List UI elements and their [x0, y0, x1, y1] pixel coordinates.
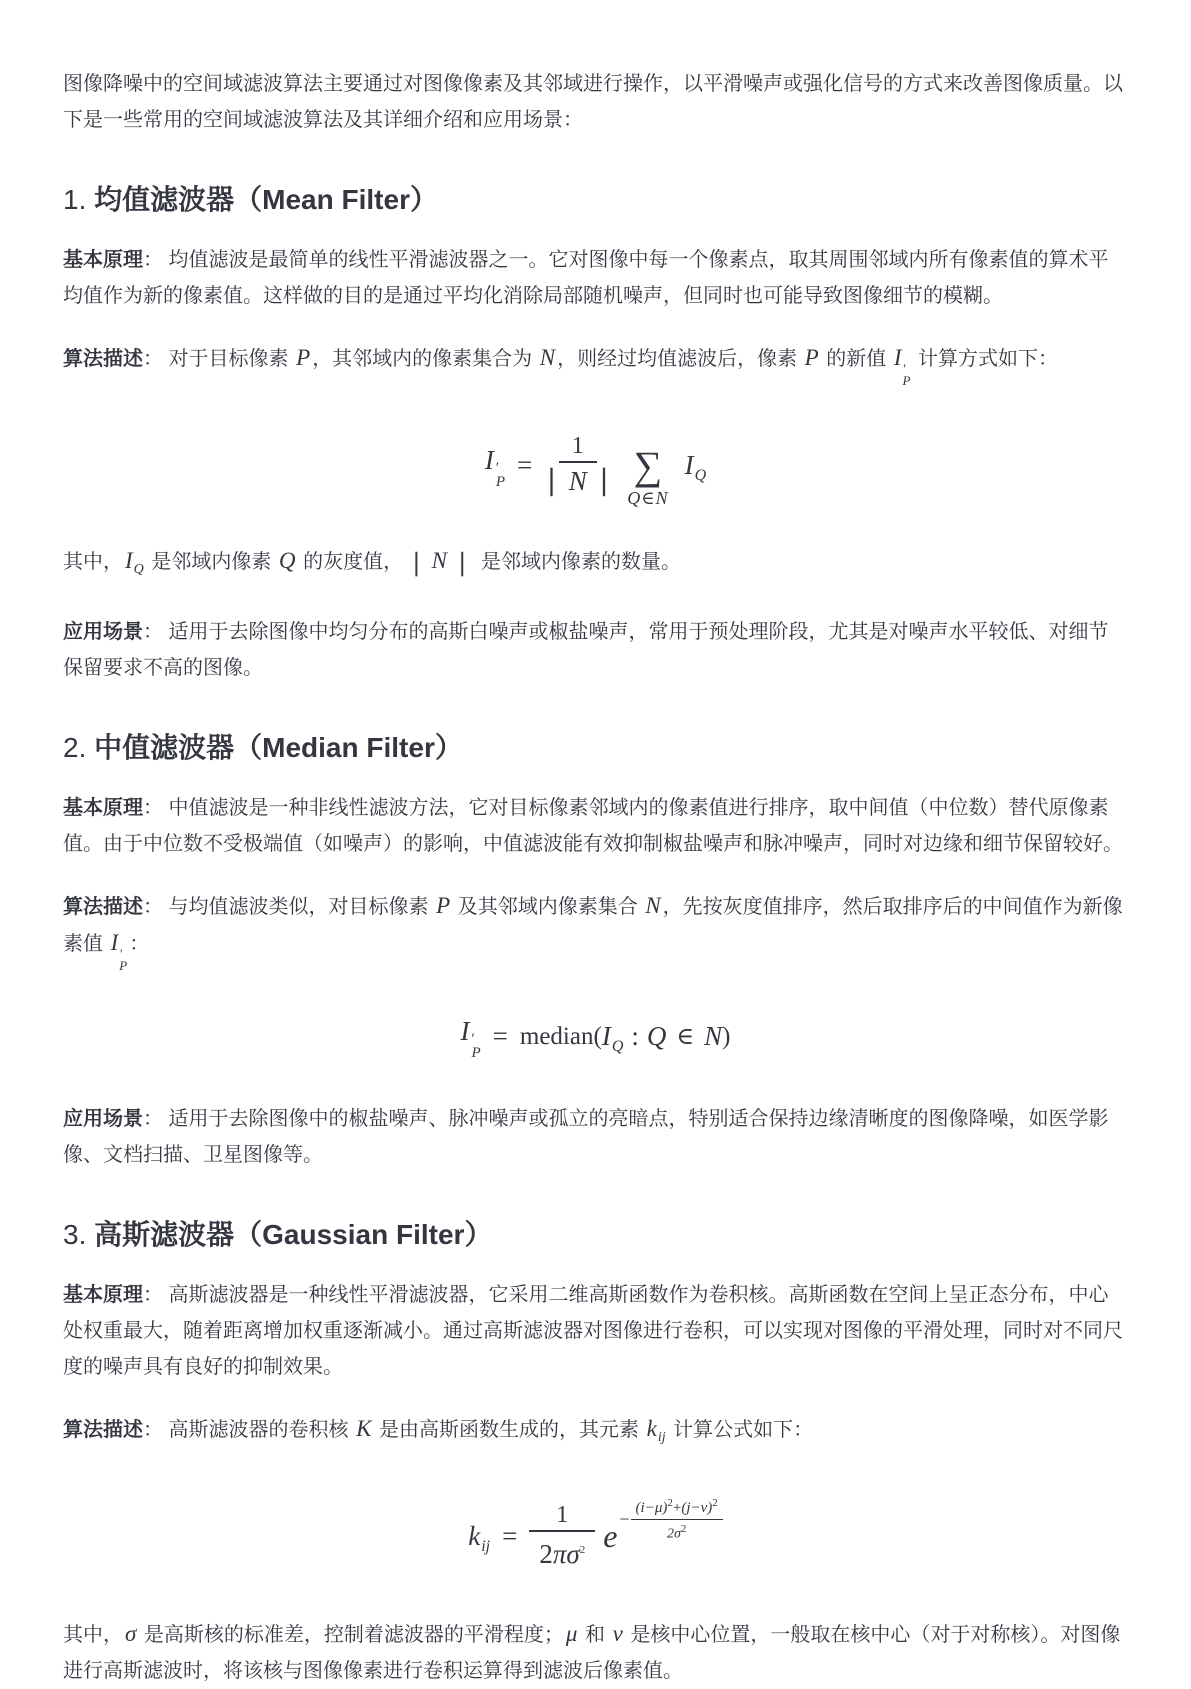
inline-math-var: I ′ P: [110, 930, 128, 973]
close-paren: ): [722, 1022, 731, 1050]
inline-math-var: P: [436, 893, 451, 918]
exponent-denominator: [667, 1520, 686, 1544]
inline-math-var: μ: [565, 1621, 578, 1646]
math-var: N: [704, 1021, 723, 1051]
math-lhs: [484, 444, 505, 490]
heading-title-zh: 高斯滤波器: [94, 1219, 235, 1250]
bold-label: 应用场景: [63, 1108, 143, 1130]
text-run: ，先按灰度值排序，然后取排序后的中间值作为新像素值: [63, 896, 1123, 955]
plus-sign: +: [672, 1500, 682, 1517]
math-var: k: [468, 1520, 481, 1551]
text-run: ： 对于目标像素: [143, 348, 295, 370]
gaussian-principle-paragraph: [63, 1277, 1128, 1385]
heading-title-en: （Median Filter）: [234, 732, 463, 763]
inline-math-var: K: [356, 1416, 372, 1441]
inline-math-var: $k_{ij}$: [646, 1416, 666, 1445]
euler-e: e: [603, 1517, 618, 1554]
text-run: ： 中值滤波是一种非线性滤波方法，它对目标像素邻域内的像素值进行排序，取中间值（中位数）替代原像素值。由于中位数不受极端值（如噪声）的影响，中值滤波能有效抑制椒盐噪声和脉冲噪声，同时对边缘和细节保留较好。: [63, 797, 1123, 855]
bold-label: 基本原理: [63, 797, 143, 819]
equals-sign: =: [502, 1520, 518, 1551]
text-run: 的新值: [820, 348, 892, 370]
text-run: 其中，: [63, 551, 123, 573]
math-term: 2σ: [666, 1526, 681, 1542]
exponent-two: 2: [579, 1544, 586, 1556]
text-run: ，其邻域内的像素集合为: [312, 348, 538, 370]
math-sub: ij: [657, 1430, 666, 1445]
text-run: 是邻域内像素的数量。: [475, 551, 682, 573]
prime-sub-stack: ′ P: [119, 946, 128, 973]
prime-sub-stack: [471, 1032, 480, 1060]
fraction-denominator: N: [559, 461, 597, 499]
math-var: I: [601, 1021, 611, 1051]
math-term: (j−ν): [681, 1500, 713, 1517]
mean-usage-paragraph: [63, 614, 1128, 686]
sigma-symbol: ∑: [633, 443, 663, 488]
heading-number: 2.: [63, 732, 95, 763]
text-run: ： 高斯滤波器是一种线性平滑滤波器，它采用二维高斯函数作为卷积核。高斯函数在空间上呈正态分布，中心处权重最大，随着距离增加权重逐渐减小。通过高斯滤波器对图像进行卷积，可以实现对图像的平滑处理，同时对不同尺度的噪声具有良好的抑制效果。: [63, 1284, 1123, 1378]
math-arg: [601, 1021, 624, 1055]
math-var: Q: [627, 488, 642, 508]
prime-mark: ′: [495, 459, 500, 476]
math-var: I: [484, 444, 494, 475]
equals-sign: =: [492, 1021, 508, 1051]
text-run: 和: [579, 1624, 611, 1646]
text-run: ：: [129, 933, 150, 955]
inline-math-var: $I_Q$: [125, 548, 144, 577]
median-principle-paragraph: [63, 790, 1128, 862]
fraction: [529, 1500, 595, 1572]
fraction-numerator: 1: [571, 433, 584, 459]
abs-fraction: [544, 431, 611, 499]
math-sub: Q: [133, 562, 144, 577]
inline-math-var: Q: [278, 548, 296, 573]
text-run: 是邻域内像素: [145, 551, 277, 573]
fraction-denominator: [529, 1530, 595, 1572]
math-sub: P: [495, 473, 505, 490]
bold-label: 算法描述: [63, 1419, 143, 1441]
gaussian-where-paragraph: [63, 1616, 1128, 1689]
abs-bar-left: ∣: [544, 463, 559, 497]
inline-math-var: I ′ P: [893, 345, 911, 388]
text-run: 计算方式如下：: [912, 348, 1059, 370]
exponent: [619, 1494, 722, 1544]
inline-math-var: N: [645, 893, 661, 918]
math-term: (i−μ): [635, 1500, 668, 1517]
math-var: N: [655, 488, 669, 508]
median-usage-paragraph: [63, 1101, 1128, 1173]
text-run: 及其邻域内像素集合: [452, 896, 644, 918]
bold-label: 基本原理: [63, 1284, 143, 1306]
summation-subscript: [627, 487, 668, 509]
math-lhs: [468, 1520, 491, 1555]
gaussian-algorithm-paragraph: [63, 1411, 1128, 1456]
text-run: 其中，: [63, 1624, 123, 1646]
prime-sub-stack: [496, 461, 505, 489]
inline-math-var: ν: [612, 1621, 623, 1646]
text-run: ： 适用于去除图像中的椒盐噪声、脉冲噪声或孤立的亮暗点，特别适合保持边缘清晰度的图像降噪，如医学影像、文档扫描、卫星图像等。: [63, 1108, 1109, 1166]
bold-label: 应用场景: [63, 621, 143, 643]
heading-mean-filter: [63, 180, 1128, 220]
math-sub: Q: [611, 1038, 624, 1055]
heading-title-en: （Mean Filter）: [234, 184, 438, 215]
exponent-fraction: [631, 1494, 723, 1544]
text-run: ，则经过均值滤波后，像素: [557, 348, 803, 370]
heading-title-zh: 均值滤波器: [94, 184, 235, 215]
fraction-numerator: 1: [556, 1502, 569, 1528]
heading-median-filter: [63, 728, 1128, 768]
heading-title-en: （Gaussian Filter）: [234, 1219, 493, 1250]
text-run: ： 适用于去除图像中均匀分布的高斯白噪声或椒盐噪声，常用于预处理阶段，尤其是对噪声水平较低、对细节保留要求不高的图像。: [63, 621, 1109, 679]
heading-number: 3.: [63, 1219, 95, 1250]
heading-title-zh: 中值滤波器: [94, 732, 235, 763]
mean-principle-paragraph: [63, 242, 1128, 314]
text-run: 的灰度值，: [297, 551, 404, 573]
inline-math-var: N: [539, 345, 556, 370]
colon-sign: :: [631, 1021, 639, 1051]
abs-bar: ∣: [410, 548, 423, 577]
abs-bar: ∣: [455, 548, 469, 577]
intro-paragraph: [63, 66, 1128, 138]
mean-algorithm-paragraph: [63, 340, 1128, 387]
math-sub: P: [471, 1045, 481, 1061]
math-var: Q: [646, 1021, 667, 1051]
minus-sign: −: [619, 1508, 630, 1529]
text-run: 计算公式如下：: [667, 1419, 814, 1441]
text-run: ： 高斯滤波器的卷积核: [143, 1419, 355, 1441]
median-function-label: median(: [519, 1022, 602, 1050]
math-var: I: [684, 449, 694, 480]
math-sub: ij: [481, 1537, 491, 1555]
formula-gaussian-filter: [63, 1497, 1128, 1572]
text-run: ： 与均值滤波类似，对目标像素: [143, 896, 435, 918]
math-sub: Q: [694, 466, 707, 484]
inline-math-var: N: [431, 548, 447, 573]
exponent-numerator: [631, 1494, 723, 1520]
formula-median-filter: [63, 1016, 1128, 1061]
abs-bar-right: ∣: [596, 463, 612, 497]
prime-mark: ′: [471, 1031, 475, 1047]
inline-math-var: P: [804, 345, 819, 370]
element-of-sign: ∈: [641, 488, 656, 508]
inline-math-var: σ: [125, 1621, 137, 1646]
exponent-two: 2: [680, 1523, 687, 1536]
heading-gaussian-filter: [63, 1215, 1128, 1255]
fraction: [559, 431, 597, 499]
exponent-two: 2: [712, 1497, 718, 1510]
summation: [627, 445, 668, 509]
text-run: 是由高斯函数生成的，其元素: [373, 1419, 645, 1441]
text-run: 图像降噪中的空间域滤波算法主要通过对图像像素及其邻域进行操作，以平滑噪声或强化信号的方式来改善图像质量。以下是一些常用的空间域滤波算法及其详细介绍和应用场景：: [63, 73, 1123, 131]
mean-where-paragraph: [63, 543, 1128, 588]
element-of-sign: ∈: [676, 1024, 695, 1050]
bold-label: 基本原理: [63, 249, 143, 271]
exponent-two: 2: [667, 1497, 673, 1510]
coefficient: 2: [539, 1539, 553, 1569]
inline-math-var: P: [296, 345, 311, 370]
formula-mean-filter: [63, 431, 1128, 508]
text-run: 是高斯核的标准差，控制着滤波器的平滑程度；: [138, 1624, 564, 1646]
text-run: 是核中心位置，一般取在核中心（对于对称核）。对图像进行高斯滤波时，将该核与图像像素进行卷积运算得到滤波后像素值。: [63, 1624, 1121, 1682]
bold-label: 算法描述: [63, 348, 143, 370]
median-algorithm-paragraph: [63, 888, 1128, 972]
math-rhs: [684, 449, 707, 484]
prime-sub-stack: ′ P: [902, 361, 911, 388]
math-var: I: [460, 1016, 470, 1046]
math-var: πσ: [552, 1539, 580, 1569]
bold-label: 算法描述: [63, 896, 143, 918]
equals-sign: =: [517, 449, 533, 480]
text-run: ： 均值滤波是最简单的线性平滑滤波器之一。它对图像中每一个像素点，取其周围邻域内所有像素值的算术平均值作为新的像素值。这样做的目的是通过平均化消除局部随机噪声，但同时也可能导致图像细节的模糊。: [63, 249, 1109, 307]
heading-number: 1.: [63, 184, 95, 215]
math-lhs: [460, 1016, 481, 1061]
